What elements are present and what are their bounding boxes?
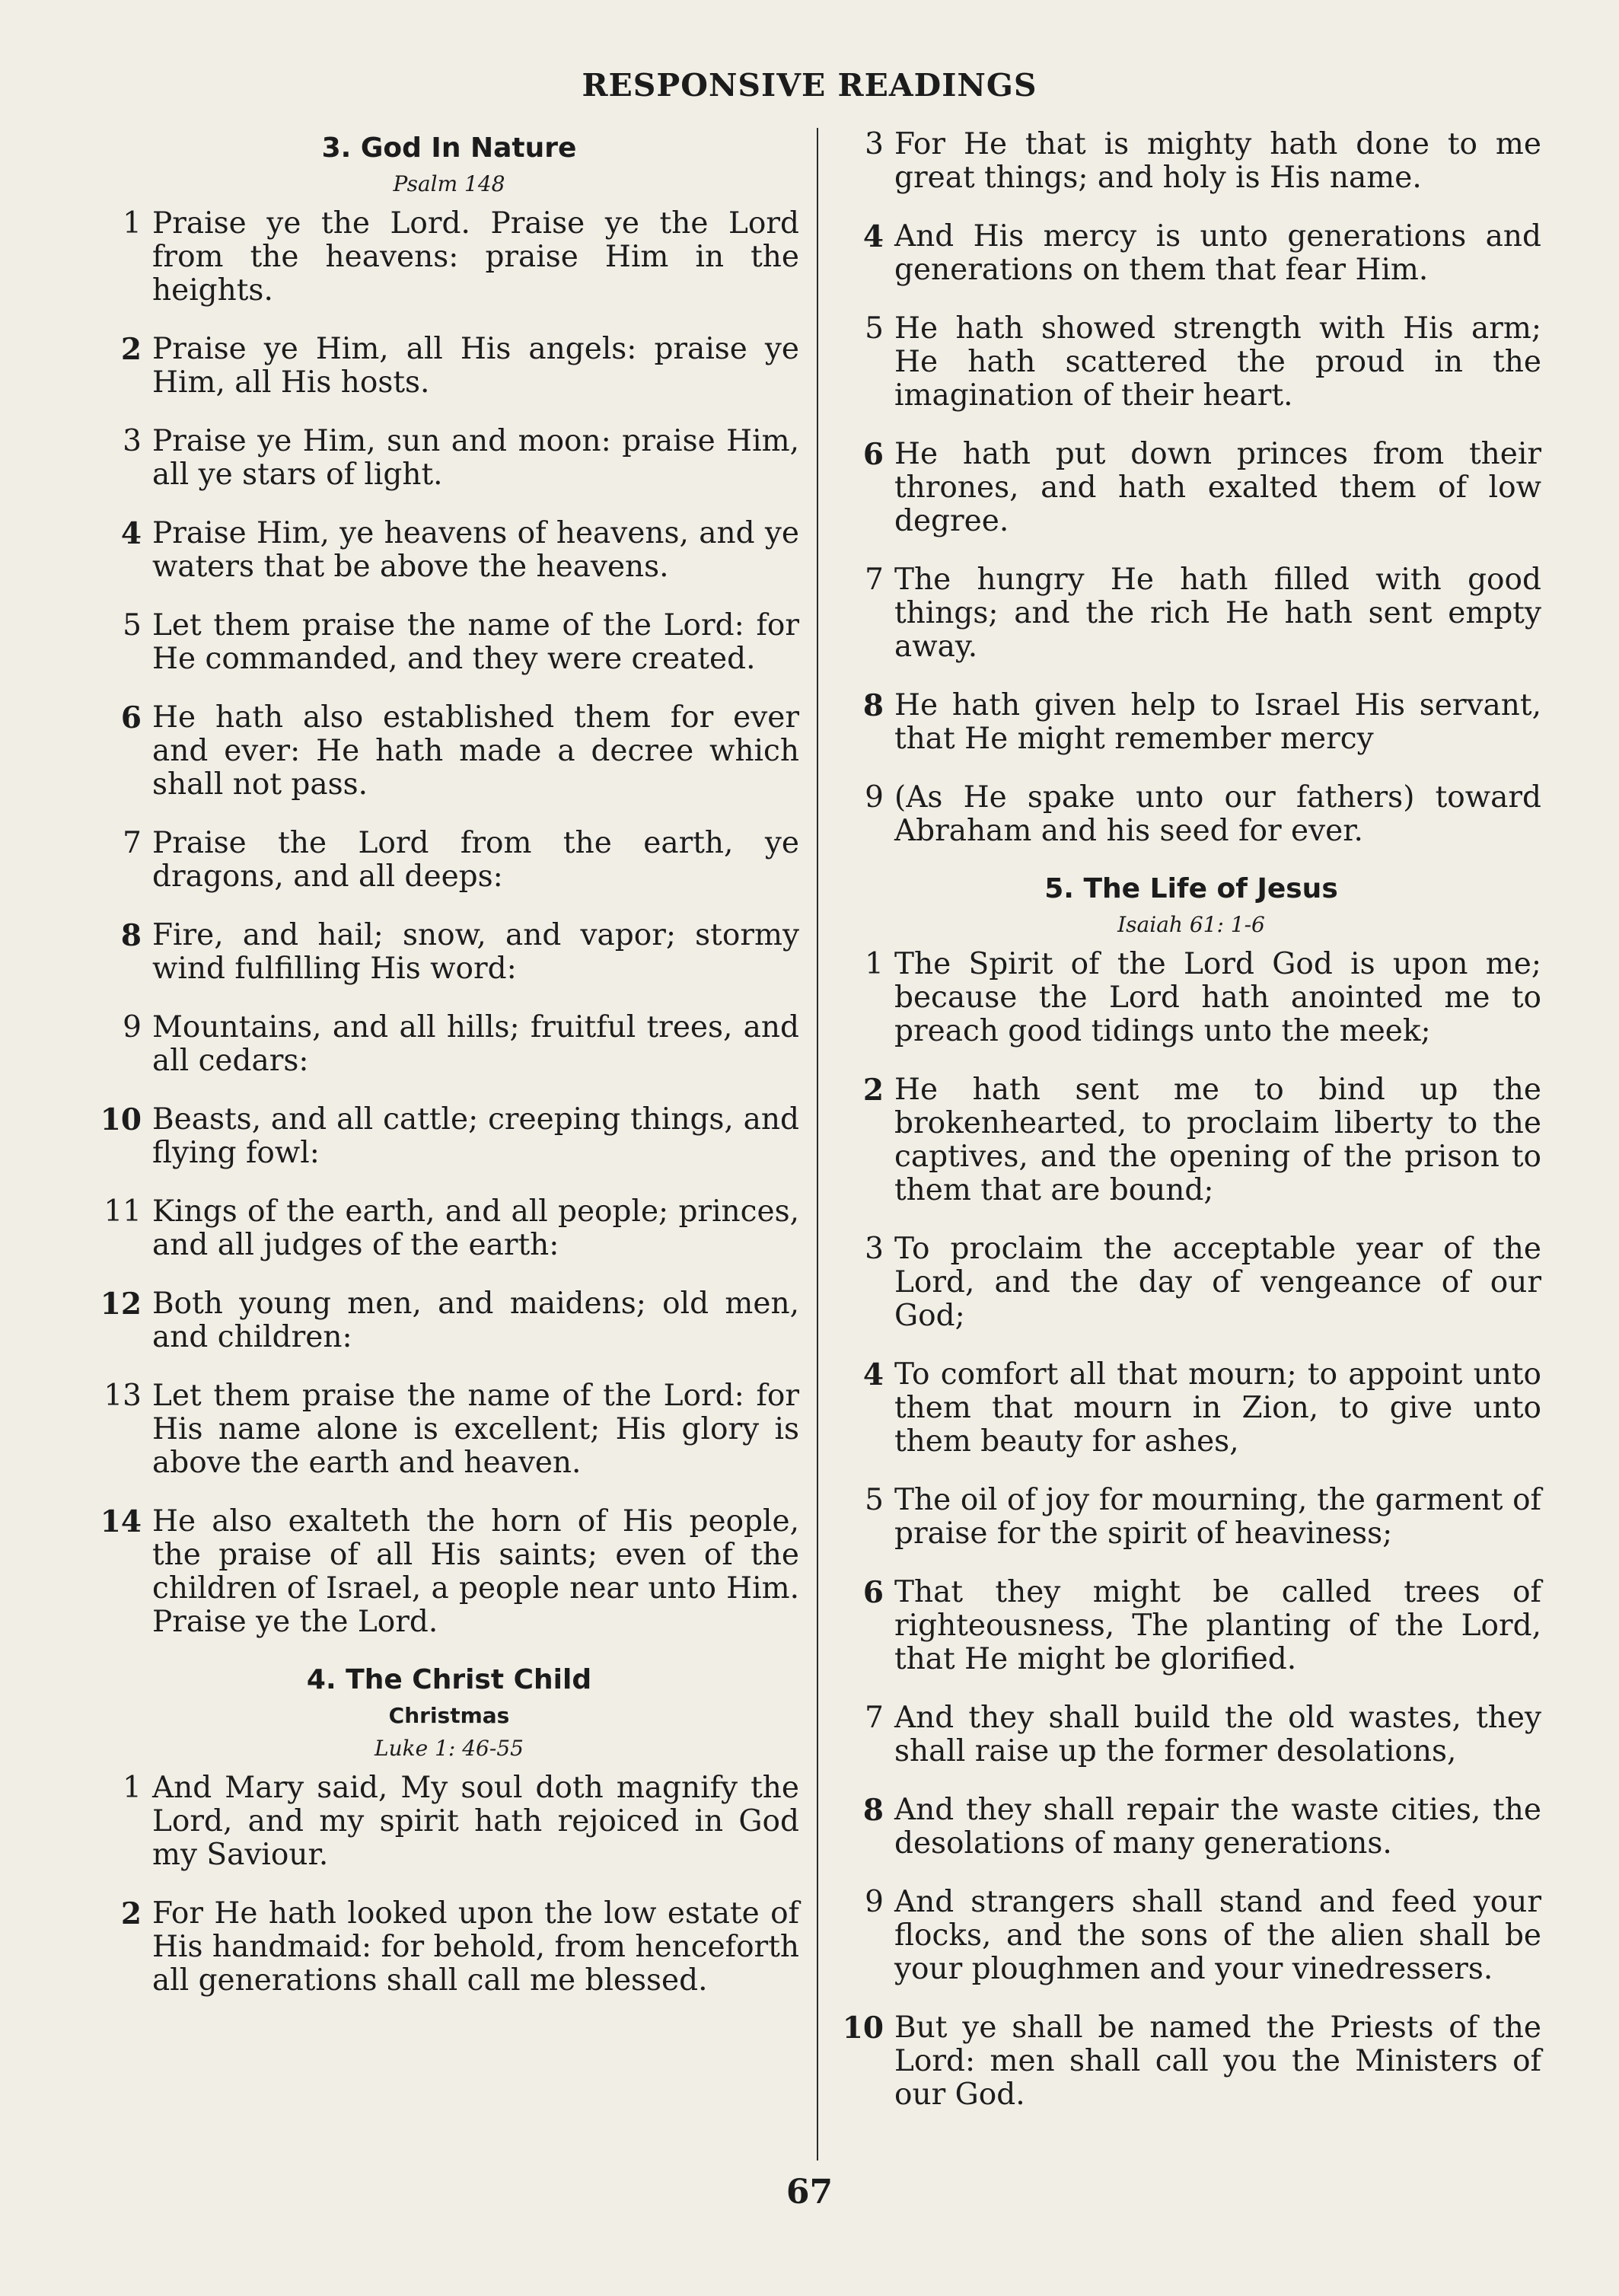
verse [841,1358,1541,1459]
verse-text: Let them praise the name of the Lord: for He commanded, and they were created. [152,608,799,676]
verse-number: 14 [100,1504,142,1539]
verse-number: 13 [104,1379,142,1413]
verse-text: But ye shall be named the Priests of the Lord: men shall call you the Ministers of our God. [894,2011,1541,2112]
verse-text: He also exalteth the horn of His people, the praise of all His saints; even of the children of Israel, a people near unto Him. Praise ye the Lord. [152,1504,799,1639]
verse [841,128,1541,195]
verse-text: That they might be called trees of righteousness, The planting of the Lord, that He might be glorified. [894,1575,1541,1676]
verse [841,2011,1541,2112]
verse-number: 4 [862,219,884,254]
verse-number: 3 [865,127,884,161]
reading-5-title: 5. The Life of Jesus [1044,873,1338,904]
verse-number: 8 [862,1793,884,1828]
verse-number: 2 [862,1073,884,1108]
verse [841,689,1541,756]
verse-text: For He that is mighty hath done to me great things; and holy is His name. [894,127,1541,195]
verse [99,1505,799,1639]
verse-text: Beasts, and all cattle; creeping things, and flying fowl: [152,1102,799,1170]
verse-number: 9 [865,1885,884,1919]
verse [99,1011,799,1078]
verse-text: And Mary said, My soul doth magnify the Lord, and my spirit hath rejoiced in God my Saviour. [152,1771,799,1872]
verse [841,1073,1541,1207]
verse [99,1103,799,1170]
verse-number: 5 [865,311,884,346]
verse-text: To comfort all that mourn; to appoint unto them that mourn in Zion, to give unto them beauty for ashes, [894,1357,1541,1459]
verse [841,563,1541,664]
verse [841,1701,1541,1768]
verse-number: 9 [123,1010,142,1044]
verse-text: Praise ye Him, sun and moon: praise Him, all ye stars of light. [152,424,799,492]
verse [841,1794,1541,1861]
verse-number: 5 [865,1483,884,1517]
verse [99,1897,799,1998]
column-divider [817,128,818,2160]
verse-text: Kings of the earth, and all people; princes, and all judges of the earth: [152,1194,799,1262]
verse-number: 4 [862,1357,884,1392]
verse-text: And they shall repair the waste cities, the desolations of many generations. [894,1793,1541,1861]
verse [841,1484,1541,1551]
right-column [841,128,1541,2137]
verse [841,781,1541,848]
verse-number: 8 [120,918,142,953]
verse-number: 7 [865,1701,884,1735]
verse [99,609,799,676]
verse-text: He hath sent me to bind up the brokenhearted, to proclaim liberty to the captives, and the opening of the prison to them that are bound; [894,1073,1541,1207]
verse-text: And they shall build the old wastes, they shall raise up the former desolations, [894,1701,1541,1768]
verse [841,312,1541,413]
verse-number: 1 [865,947,884,981]
verse [99,1195,799,1262]
verse-text: The Spirit of the Lord God is upon me; because the Lord hath anointed me to preach good tidings unto the meek; [894,947,1541,1048]
verse-text: He hath given help to Israel His servant, that He might remember mercy [894,688,1541,756]
verse-text: Praise Him, ye heavens of heavens, and ye waters that be above the heavens. [152,516,799,584]
reading-4-source: Luke 1: 46-55 [374,1736,524,1761]
reading-3-title: 3. God In Nature [321,132,577,164]
verse-text: He hath showed strength with His arm; He hath scattered the proud in the imagination of their heart. [894,311,1541,413]
verse-text: Let them praise the name of the Lord: for His name alone is excellent; His glory is above the earth and heaven. [152,1379,799,1480]
verse-number: 7 [123,826,142,860]
verse-text: Praise the Lord from the earth, ye dragons, and all deeps: [152,826,799,894]
verse-number: 2 [120,332,142,367]
verse-text: Mountains, and all hills; fruitful trees, and all cedars: [152,1010,799,1078]
verse-text: The hungry He hath filled with good things; and the rich He hath sent empty away. [894,563,1541,664]
verse-text: To proclaim the acceptable year of the Lord, and the day of vengeance of our God; [894,1232,1541,1333]
verse-number: 3 [865,1232,884,1266]
verse-number: 6 [862,437,884,472]
verse [841,220,1541,287]
verse [841,1233,1541,1333]
verse-number: 4 [120,516,142,551]
verse-text: For He hath looked upon the low estate of His handmaid: for behold, from henceforth all generations shall call me blessed. [152,1896,799,1998]
verse-number: 6 [862,1575,884,1610]
verse-text: Praise ye the Lord. Praise ye the Lord from the heavens: praise Him in the heights. [152,206,799,308]
verse [841,1886,1541,1986]
verse [99,517,799,584]
verse-number: 2 [120,1896,142,1931]
verse [99,919,799,986]
verse-text: And His mercy is unto generations and generations on them that fear Him. [894,219,1541,287]
reading-4-title: 4. The Christ Child [306,1664,592,1695]
verse-number: 1 [123,1771,142,1805]
verse-number: 10 [100,1102,142,1137]
verse-number: 5 [123,608,142,643]
verse [841,1576,1541,1676]
verse-number: 9 [865,780,884,815]
verse-number: 6 [120,700,142,735]
verse [99,1379,799,1480]
left-column [99,128,799,2023]
verse-number: 3 [123,424,142,458]
verse [99,1287,799,1354]
reading-3-source: Psalm 148 [393,171,505,196]
verse-text: (As He spake unto our fathers) toward Abraham and his seed for ever. [894,780,1541,848]
verse-number: 11 [104,1194,142,1229]
verse [99,701,799,802]
verse-text: The oil of joy for mourning, the garment of praise for the spirit of heaviness; [894,1483,1541,1551]
verse [841,438,1541,538]
verse-number: 12 [100,1287,142,1322]
page-number: 67 [786,2173,833,2211]
verse-number: 7 [865,563,884,597]
verse-number: 8 [862,688,884,723]
verse [99,425,799,492]
verse-text: He hath also established them for ever and ever: He hath made a decree which shall not pass. [152,700,799,802]
verse-text: He hath put down princes from their thrones, and hath exalted them of low degree. [894,437,1541,538]
verse-number: 10 [842,2011,884,2046]
reading-4-occasion: Christmas [388,1703,510,1728]
verse-number: 1 [123,206,142,241]
verse-text: And strangers shall stand and feed your flocks, and the sons of the alien shall be your ploughmen and your vinedressers. [894,1885,1541,1986]
verse-text: Praise ye Him, all His angels: praise ye Him, all His hosts. [152,332,799,400]
reading-5-source: Isaiah 61: 1-6 [1117,912,1265,937]
verse [841,948,1541,1048]
verse-text: Fire, and hail; snow, and vapor; stormy wind fulfilling His word: [152,918,799,986]
running-head: RESPONSIVE READINGS [582,67,1037,104]
verse [99,333,799,400]
verse [99,827,799,894]
verse [99,1771,799,1872]
verse-text: Both young men, and maidens; old men, and children: [152,1287,799,1354]
verse [99,207,799,308]
